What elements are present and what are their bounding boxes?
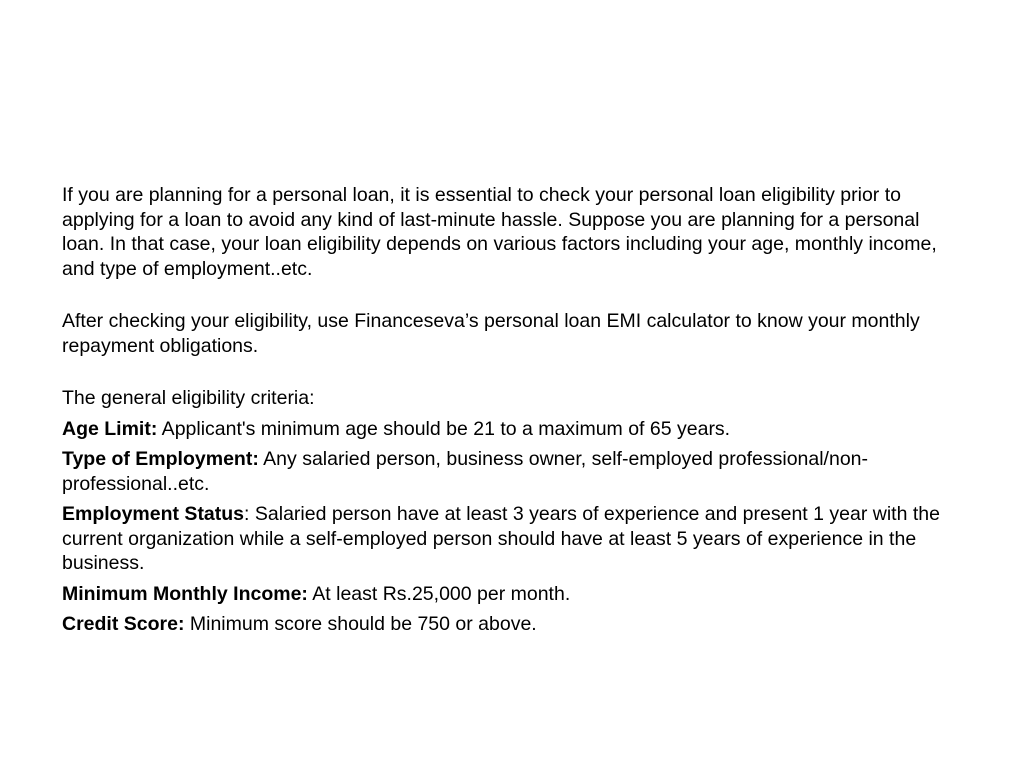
criteria-item-type-of-employment [62,447,967,496]
criteria-item-credit-score [62,612,967,637]
criteria-item-employment-status [62,502,967,576]
criteria-item-age-limit [62,417,967,442]
criteria-term: Employment Status [62,503,245,525]
criteria-text: At least Rs.25,000 per month. [307,582,571,605]
slide-body [62,183,967,643]
criteria-term: Type of Employment: [62,448,259,470]
criteria-term: Age Limit: [62,417,158,440]
criteria-text: Minimum score should be 750 or above. [184,613,537,635]
intro-paragraph: If you are planning for a personal loan, it is essential to check your personal loan eligibility prior to applying for a loan to avoid any kind of last-minute hassle. Suppose you are planning for a personal loan. In that case, your loan eligibility depends on various factors including your age, monthly income, and type of employment..etc. [62,184,937,280]
criteria-text: Any salaried person, business owner, self-employed professional/non-professional..etc. [62,448,869,495]
emi-calculator-paragraph: After checking your eligibility, use Financeseva’s personal loan EMI calculator to know your monthly repayment obligations. [62,310,920,357]
criteria-item-minimum-monthly-income [62,582,967,607]
criteria-term: Minimum Monthly Income: [62,582,308,605]
criteria-heading: The general eligibility criteria: [62,387,315,409]
criteria-text: Applicant's minimum age should be 21 to a maximum of 65 years. [157,417,731,440]
criteria-term: Credit Score: [62,613,185,635]
criteria-text: : Salaried person have at least 3 years of experience and present 1 year with the current organization while a self-employed person should have at least 5 years of experience in the business. [62,503,940,574]
